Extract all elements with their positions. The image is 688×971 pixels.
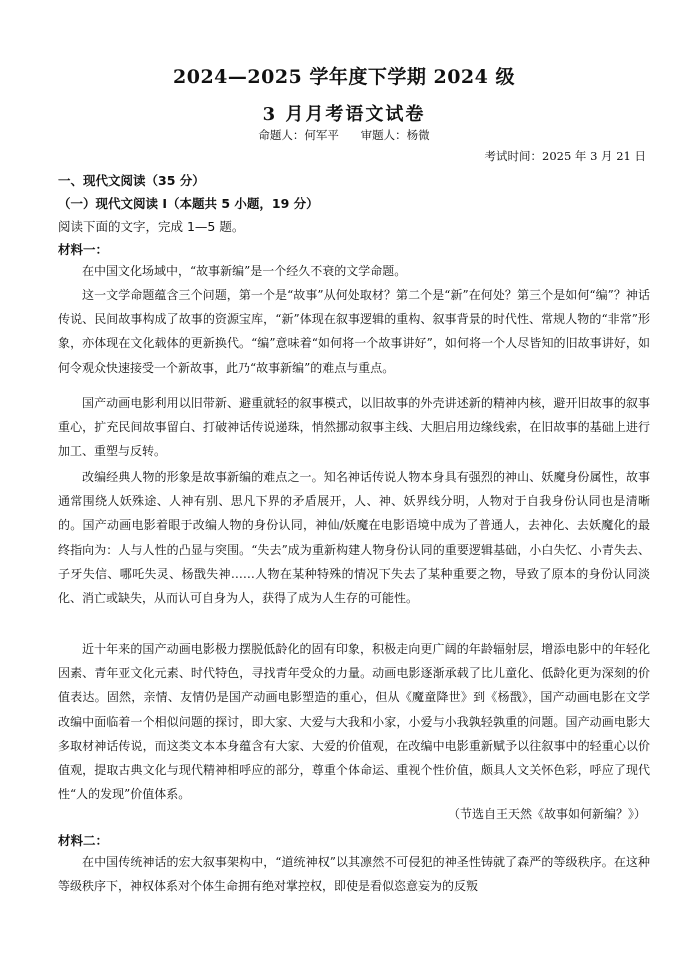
material1-paragraph: 近十年来的国产动画电影极力摆脱低龄化的固有印象，积极走向更广阔的年龄辐射层，增添电影中的年轻化因素、青年亚文化元素、时代特色，寻找青年受众的力量。动画电影逐渐承载了比儿童化、低龄化更为深刻的价值表达。固然，亲情、友情仍是国产动画电影塑造的重心，但从《魔童降世》到《杨戬》，国产动画电影在文学改编中面临着一个相似问题的探讨，即大家、大爱与大我和小家，小爱与小我孰轻孰重的问题。国产动画电影大多取材神话传说，而这类文本本身蕴含有大家、大爱的价值观，在改编中电影重新赋予以往叙事中的轻重心以价值观，提取古典文化与现代精神相呼应的部分，尊重个体命运、重视个性价值，颇具人文关怀色彩，呼应了现代性“人的发现”价值体系。 xyxy=(58,642,650,802)
exam-time: 考试时间：2025 年 3 月 21 日 xyxy=(484,149,646,163)
sub-section-heading: （一）现代文阅读 I（本题共 5 小题，19 分） xyxy=(58,196,319,211)
reading-instruction: 阅读下面的文字，完成 1—5 题。 xyxy=(58,219,245,234)
material1-paragraph: 这一文学命题蕴含三个问题，第一个是“故事”从何处取材？第二个是“新”在何处？第三个是如何“编”？神话传说、民间故事构成了故事的资源宝库，“新”体现在叙事逻辑的重构、叙事背景的时代性、常规人物的“非常”形象，亦体现在文化载体的更新换代。“编”意味着“如何将一个故事讲好”，如何将一个人尽皆知的旧故事讲好，如何令观众快速接受一个新故事，此乃“故事新编”的难点与重点。 xyxy=(58,288,650,375)
material2-paragraph: 在中国传统神话的宏大叙事架构中，“道统神权”以其凛然不可侵犯的神圣性铸就了森严的等级秩序。在这种等级秩序下，神权体系对个体生命拥有绝对掌控权，即使是看似恣意妄为的反叛 xyxy=(58,855,650,894)
material1-paragraph: 改编经典人物的形象是故事新编的难点之一。知名神话传说人物本身具有强烈的神山、妖魔身份属性，故事通常围绕人妖殊途、人神有别、思凡下界的矛盾展开，人、神、妖界线分明，人物对于自我身份认同也是清晰的。国产动画电影着眼于改编人物的身份认同，神仙/妖魔在电影语境中成为了普通人，去神化、去妖魔化的最终指向为：人与人性的凸显与突围。“失去”成为重新构建人物身份认同的重要逻辑基础，小白失忆、小青失去、子牙失信、哪吒失灵、杨戬失神……人物在某种特殊的情况下失去了某种重要之物，导致了原本的身份认同淡化、消亡或缺失，从而认可自身为人，获得了成为人生存的可能性。 xyxy=(58,470,650,606)
material1-paragraph: 在中国文化场域中，“故事新编”是一个经久不衰的文学命题。 xyxy=(82,264,407,278)
exam-title-line2: 3 月月考语文试卷 xyxy=(262,104,426,125)
exam-authors: 命题人：何军平 审题人：杨微 xyxy=(258,128,430,142)
material2-label: 材料二： xyxy=(58,833,109,848)
material1-source: （节选自王天然《故事如何新编？》） xyxy=(447,807,646,821)
material1-label: 材料一： xyxy=(58,242,109,257)
material1-paragraph: 国产动画电影利用以旧带新、避重就轻的叙事模式，以旧故事的外壳讲述新的精神内核，避开旧故事的叙事重心，扩充民间故事留白、打破神话传说递珠，悄然挪动叙事主线、大胆启用边缘线索，在旧故事的基础上进行加工、重塑与反转。 xyxy=(58,396,650,459)
section-heading: 一、现代文阅读（35 分） xyxy=(58,173,205,188)
exam-title-line1: 2024—2025 学年度下学期 2024 级 xyxy=(173,66,515,88)
